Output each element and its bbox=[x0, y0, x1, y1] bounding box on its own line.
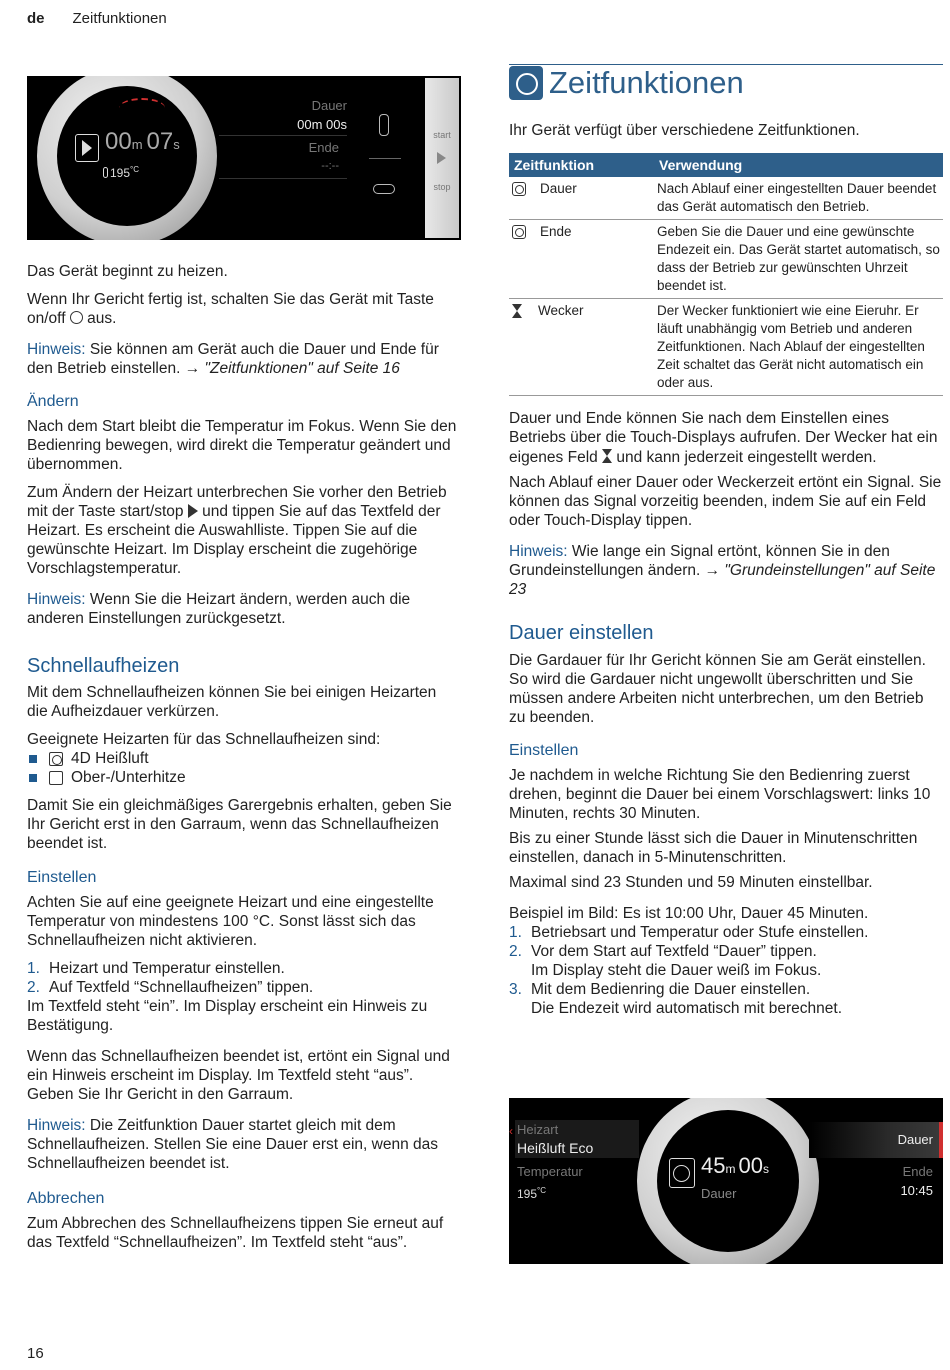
heizart-value: Heißluft Eco bbox=[517, 1140, 594, 1156]
dauer-highlight bbox=[939, 1122, 943, 1158]
section-title bbox=[509, 66, 744, 100]
temperature-value: $195^{^\circ C}$ bbox=[517, 1186, 547, 1201]
heading-einstellen: Einstellen bbox=[509, 742, 579, 759]
hint: Hinweis: Wie lange ein Signal ertönt, können Sie in den Grundeinstellungen ändern. → "Grundeinstellungen" auf Seite 23 bbox=[509, 543, 936, 598]
heading-abbrechen: Abbrechen bbox=[27, 1190, 105, 1207]
stop-label: stop bbox=[433, 182, 451, 192]
paragraph: Nach dem Start bleibt die Temperatur im Fokus. Wenn Sie den Bedienring bewegen, wird direkt die Temperatur geändert und übernommen. bbox=[27, 418, 457, 473]
heading-aendern: Ändern bbox=[27, 393, 79, 410]
info-icon[interactable] bbox=[379, 114, 389, 136]
paragraph: Mit dem Schnellaufheizen können Sie bei einigen Heizarten die Aufheizdauer verkürzen. bbox=[27, 684, 437, 720]
intro: Ihr Gerät verfügt über verschiedene Zeitfunktionen. bbox=[509, 122, 860, 139]
step-2: 2. Auf Textfeld “Schnellaufheizen” tippen. bbox=[27, 979, 314, 996]
key-icon[interactable] bbox=[373, 184, 395, 194]
dauer-label: Dauer bbox=[897, 1132, 933, 1147]
zeitfunktion-table bbox=[509, 153, 943, 396]
temperature-field[interactable] bbox=[515, 1162, 639, 1202]
hourglass-icon bbox=[512, 304, 522, 318]
thermometer-icon bbox=[103, 167, 108, 178]
table-header: Verwendung bbox=[654, 153, 943, 177]
paragraph: Dauer und Ende können Sie nach dem Einstellen eines Betriebs über die Touch-Displays aufrufen. Der Wecker hat ein eigenes Feld und kann jederzeit eingestellt werden. bbox=[509, 410, 938, 466]
paragraph: Zum Ändern der Heizart unterbrechen Sie vorher den Betrieb mit der Taste start/stop und tippen Sie auf das Textfeld der Heizart. Es erscheint die Auswahlliste. Tippen Sie auf die gewünschte Heizart. Im Display erscheint die zugehörige Vorschlagstemperatur. bbox=[27, 484, 447, 577]
paragraph: Maximal sind 23 Stunden und 59 Minuten einstellbar. bbox=[509, 874, 873, 891]
paragraph: Wenn Ihr Gericht fertig ist, schalten Sie das Gerät mit Taste on/off aus. bbox=[27, 291, 434, 327]
oven-display-panel-2 bbox=[509, 1098, 943, 1264]
heading-einstellen: Einstellen bbox=[27, 869, 97, 886]
dauer-value: 00m 00s bbox=[297, 117, 347, 132]
section-title-text: Zeitfunktionen bbox=[549, 65, 744, 100]
ende-value: --:-- bbox=[321, 160, 339, 172]
paragraph: Achten Sie auf eine geeignete Heizart und eine eingestellte Temperatur von mindestens 100 °C. Sonst lässt sich das Schnellaufheizen nicht aktivieren. bbox=[27, 894, 434, 949]
paragraph: Geeignete Heizarten für das Schnellaufheizen sind: bbox=[27, 731, 381, 748]
table-row: Wecker Der Wecker funktioniert wie eine Eieruhr. Er läuft unabhängig vom Betrieb und anderen Zeitfunktionen. Nach Ablauf der eingestellten Zeit schaltet das Gerät nicht automatisch ein oder aus. bbox=[509, 299, 943, 396]
top-bottom-heat-icon bbox=[49, 771, 63, 785]
table-row: Ende Geben Sie die Dauer und eine gewünschte Endezeit ein. Das Gerät startet automatisch, so dass der Betrieb zur gewünschten Uhrzeit beendet ist. bbox=[509, 220, 943, 299]
paragraph: Zum Abbrechen des Schnellaufheizens tippen Sie erneut auf das Textfeld “Schnellaufheizen”. Im Textfeld steht “aus”. bbox=[27, 1215, 444, 1251]
bullet-icon bbox=[29, 774, 37, 782]
ring-time: 00m 07s bbox=[105, 128, 180, 155]
paragraph: Das Gerät beginnt zu heizen. bbox=[27, 263, 228, 280]
bullet-icon bbox=[29, 755, 37, 763]
table-row: Dauer Nach Ablauf einer eingestellten Dauer beendet das Gerät automatisch den Betrieb. bbox=[509, 177, 943, 220]
paragraph: Wenn das Schnellaufheizen beendet ist, ertönt ein Signal und ein Hinweis erscheint im Display. Im Textfeld steht “aus”. Geben Sie Ihr Gericht in den Garraum. bbox=[27, 1048, 450, 1103]
ende-field[interactable] bbox=[809, 1162, 941, 1200]
heading-schnellaufheizen: Schnellaufheizen bbox=[27, 655, 180, 677]
hint-label: Hinweis: bbox=[27, 591, 86, 608]
right-column bbox=[509, 121, 943, 1018]
start-label: start bbox=[433, 130, 451, 140]
dauer-field[interactable] bbox=[219, 96, 347, 134]
step-2: 2. Vor dem Start auf Textfeld “Dauer” tippen. bbox=[509, 943, 817, 960]
chevron-left-icon: ‹ bbox=[509, 1124, 513, 1138]
step-3-result: Die Endezeit wird automatisch mit berechnet. bbox=[531, 1000, 843, 1017]
step-1: 1. Heizart und Temperatur einstellen. bbox=[27, 960, 285, 977]
hint: Hinweis: Wenn Sie die Heizart ändern, werden auch die anderen Einstellungen zurückgesetzt. bbox=[27, 591, 411, 627]
paragraph: Die Gardauer für Ihr Gericht können Sie am Gerät einstellen. So wird die Gardauer nicht ungewollt überschritten und Sie müssen andere Arbeiten nicht unterbrechen, um den Betrieb zu beenden. bbox=[509, 652, 926, 726]
header-title: Zeitfunktionen bbox=[72, 10, 167, 27]
play-icon[interactable] bbox=[437, 152, 446, 164]
paragraph: Beispiel im Bild: Es ist 10:00 Uhr, Dauer 45 Minuten. bbox=[509, 905, 869, 922]
hint-label: Hinweis: bbox=[509, 543, 568, 560]
divider-2 bbox=[219, 178, 347, 179]
ring-time: 45m 00s bbox=[701, 1153, 769, 1178]
step-3: 3. Mit dem Bedienring die Dauer einstellen. bbox=[509, 981, 811, 998]
hourglass-icon bbox=[602, 449, 612, 463]
clock-icon bbox=[512, 225, 526, 239]
dauer-field-focused[interactable] bbox=[809, 1122, 941, 1158]
dauer-label: Dauer bbox=[311, 98, 347, 113]
ende-field[interactable] bbox=[219, 138, 339, 176]
heizart-field[interactable] bbox=[515, 1120, 639, 1158]
play-frame-icon bbox=[75, 134, 99, 162]
hint: Hinweis: Sie können am Gerät auch die Dauer und Ende für den Betrieb einstellen. → "Zeitfunktionen" auf Seite 16 bbox=[27, 341, 439, 377]
clock-icon bbox=[512, 182, 526, 196]
cross-reference[interactable]: → "Grundeinstellungen" auf Seite 23 bbox=[509, 562, 936, 598]
ende-value: 10:45 bbox=[900, 1183, 933, 1198]
step-2-result: Im Display steht die Dauer weiß im Fokus. bbox=[531, 962, 822, 979]
play-icon bbox=[188, 504, 198, 518]
paragraph: Im Textfeld steht “ein”. Im Display erscheint ein Hinweis zu Bestätigung. bbox=[27, 998, 428, 1034]
hint-label: Hinweis: bbox=[27, 341, 86, 358]
page-number: 16 bbox=[27, 1345, 44, 1362]
list-item: 4D Heißluft bbox=[27, 749, 461, 768]
paragraph: Bis zu einer Stunde lässt sich die Dauer in Minutenschritten einstellen, danach in 5-Minutenschritten. bbox=[509, 830, 918, 866]
paragraph: Je nachdem in welche Richtung Sie den Bedienring zuerst drehen, beginnt die Dauer bei einem Vorschlagswert: links 10 Minuten, rechts 30 Minuten. bbox=[509, 767, 931, 822]
side-divider bbox=[369, 158, 401, 159]
paragraph: Nach Ablauf einer Dauer oder Weckerzeit ertönt ein Signal. Sie können das Signal vorzeitig beenden, indem Sie auf ein Feld oder Touch-Display tippen. bbox=[509, 474, 942, 529]
ring-progress-arc bbox=[119, 98, 165, 118]
paragraph: Damit Sie ein gleichmäßiges Garergebnis erhalten, geben Sie Ihr Gericht erst in den Garraum, wenn das Schnellaufheizen beendet ist. bbox=[27, 797, 452, 852]
power-icon bbox=[70, 311, 83, 324]
step-1: 1. Betriebsart und Temperatur oder Stufe einstellen. bbox=[509, 924, 869, 941]
ende-label: Ende bbox=[902, 1164, 933, 1179]
ring-temp: $195^{^\circ C}$ bbox=[103, 160, 139, 183]
temperature-label: Temperatur bbox=[517, 1164, 583, 1179]
timer-icon bbox=[669, 1158, 695, 1188]
divider-1 bbox=[219, 135, 347, 136]
left-column bbox=[27, 262, 461, 1258]
list-item: Ober-/Unterhitze bbox=[27, 768, 461, 787]
hint: Hinweis: Die Zeitfunktion Dauer startet gleich mit dem Schnellaufheizen. Stellen Sie eine Dauer erst ein, wenn das Schnellaufheizen beendet ist. bbox=[27, 1117, 439, 1172]
ring-label: Dauer bbox=[701, 1186, 737, 1201]
heading-dauer-einstellen: Dauer einstellen bbox=[509, 622, 654, 644]
header-lang: de bbox=[27, 10, 45, 27]
hint-label: Hinweis: bbox=[27, 1117, 86, 1134]
oven-display-panel-1 bbox=[27, 76, 461, 240]
fan-heat-icon bbox=[49, 752, 63, 766]
ende-label: Ende bbox=[308, 140, 339, 155]
heizart-label: Heizart bbox=[517, 1122, 559, 1137]
header bbox=[27, 9, 167, 29]
table-header: Zeitfunktion bbox=[509, 153, 654, 177]
clock-icon bbox=[509, 66, 543, 100]
cross-reference[interactable]: → "Zeitfunktionen" auf Seite 16 bbox=[184, 360, 400, 377]
